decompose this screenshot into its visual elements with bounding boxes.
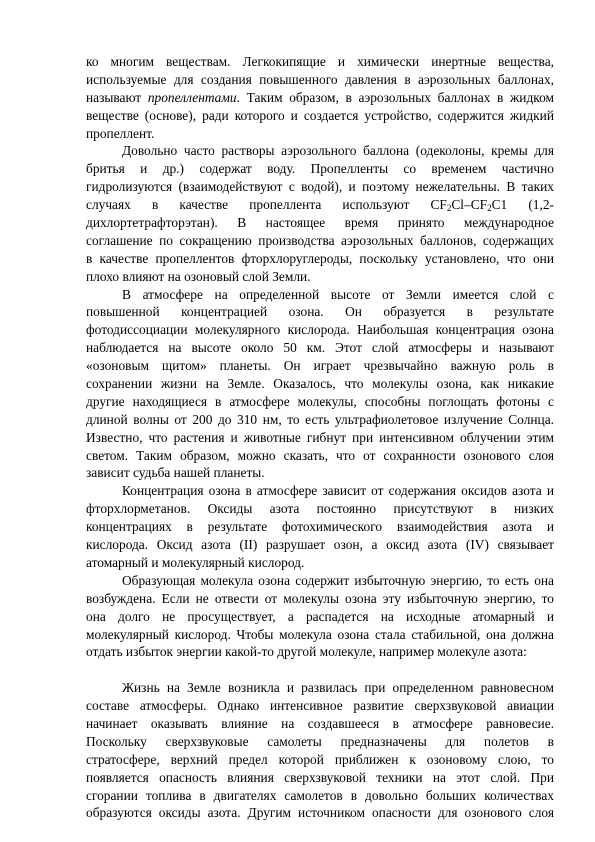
text-line: Поскольку сверхзвуковые самолеты предназначены для полетов в: [86, 733, 554, 749]
text-line: используемые для создания повышенного давления в аэрозольных баллонах,: [86, 71, 554, 87]
text-line: молекулярный кислород. Чтобы молекула озона стала стабильной, она должна: [86, 626, 554, 642]
text-line: дихлортетрафторэтан). В настоящее время принято международное: [86, 215, 554, 231]
text-line: Образующая молекула озона содержит избыточную энергию, то есть она: [122, 572, 554, 588]
text-line: [86, 89, 554, 107]
text-segment: называют: [86, 89, 148, 105]
paragraph: [86, 53, 554, 142]
text-segment: пропеллентами: [147, 89, 237, 105]
text-line: кислорода. Оксид азота (II) разрушает озон, а оксид азота (IV) связывает: [86, 537, 554, 553]
text-line: Довольно часто растворы аэрозольного баллона (одеколоны, кремы для: [122, 143, 554, 159]
paragraph: [86, 679, 554, 822]
text-line: Жизнь на Земле возникла и развилась при определенном равновесном: [122, 680, 554, 696]
text-line: образуются оксиды азота. Другим источником опасности для озонового слоя: [86, 805, 554, 821]
text-line: «озоновым щитом» планеты. Он играет чрезвычайно важную роль в: [86, 358, 554, 374]
text-line: соглашение по сокращению производства аэрозольных баллонов, содержащих: [86, 232, 554, 248]
text-line: фторхлорметанов. Оксиды азота постоянно присутствуют в низких: [86, 501, 554, 517]
document-body: [86, 53, 554, 822]
text-line: светом. Таким образом, можно сказать, что от сохранности озонового слоя: [86, 447, 554, 463]
text-line: фотодиссоциации молекулярного кислорода. Наибольшая концентрация озона: [86, 322, 554, 338]
text-segment: 2: [446, 203, 452, 214]
paragraph: [86, 572, 554, 661]
text-line: плохо влияют на озоновый слой Земли.: [86, 268, 311, 284]
text-segment: C1 (1,2-: [491, 197, 555, 213]
text-segment: Cl–CF: [451, 197, 488, 213]
text-line: сгорании топлива в двигателях самолетов в довольно больших количествах: [86, 787, 554, 803]
paragraph: [86, 482, 554, 571]
text-line: В атмосфере на определенной высоте от Земли имеется слой с: [122, 286, 554, 302]
text-line: зависит судьба нашей планеты.: [86, 465, 265, 481]
paragraph-gap: [86, 661, 554, 679]
text-line: начинает оказывать влияние на создавшееся в атмосфере равновесие.: [86, 715, 554, 731]
text-line: сохранении жизни на Земле. Оказалось, что молекулы озона, как никакие: [86, 376, 554, 392]
text-line: гидролизуются (взаимодействуют с водой), и поэтому нежелательны. В таких: [86, 179, 554, 195]
text-line: бритья и др.) содержат воду. Пропелленты со временем частично: [86, 161, 554, 177]
paragraph: [86, 286, 554, 483]
text-line: стратосфере, верхний предел которой приближен к озоновому слою, то: [86, 751, 554, 767]
text-line: пропеллент.: [86, 125, 155, 141]
text-line: Известно, что растения и животные гибнут при интенсивном облучении этим: [86, 429, 554, 445]
text-line: она долго не просуществует, а распадется на исходные атомарный и: [86, 608, 554, 624]
text-line: составе атмосферы. Однако интенсивное развитие сверхзвуковой авиации: [86, 698, 554, 714]
text-line: [86, 196, 554, 214]
text-line: появляется опасность влияния сверхзвуковой техники на этот слой. При: [86, 769, 554, 785]
text-line: веществе (основе), ради которого и создается устройство, содержится жидкий: [86, 107, 554, 123]
text-line: другие находящиеся в атмосфере молекулы, способны поглощать фотоны с: [86, 393, 554, 409]
text-line: возбуждена. Если не отвести от молекулы озона эту избыточную энергию, то: [86, 590, 554, 606]
text-segment: 2: [487, 203, 492, 214]
text-line: концентрациях в результате фотохимического взаимодействия азота и: [86, 519, 554, 535]
text-line: атомарный и молекулярный кислород.: [86, 554, 305, 570]
text-segment: случаях в качестве пропеллента используют CF: [86, 197, 447, 213]
paragraph: [86, 142, 554, 285]
text-line: наблюдается на высоте около 50 км. Этот слой атмосферы и называют: [86, 340, 554, 356]
text-line: в качестве пропеллентов фторхлоруглероды, поскольку установлено, что они: [86, 250, 554, 266]
text-line: повышенной концентрацией озона. Он образуется в результате: [86, 304, 554, 320]
text-line: отдать избыток энергии какой-то другой молекуле, например молекуле азота:: [86, 644, 527, 660]
text-line: Концентрация озона в атмосфере зависит от содержания оксидов азота и: [122, 483, 554, 499]
text-segment: . Таким образом, в аэрозольных баллонах в жидком: [236, 89, 554, 105]
text-line: длиной волны от 200 до 310 нм, то есть ультрафиолетовое излучение Солнца.: [86, 411, 554, 427]
text-line: ко многим веществам. Легкокипящие и химически инертные вещества,: [86, 54, 554, 69]
